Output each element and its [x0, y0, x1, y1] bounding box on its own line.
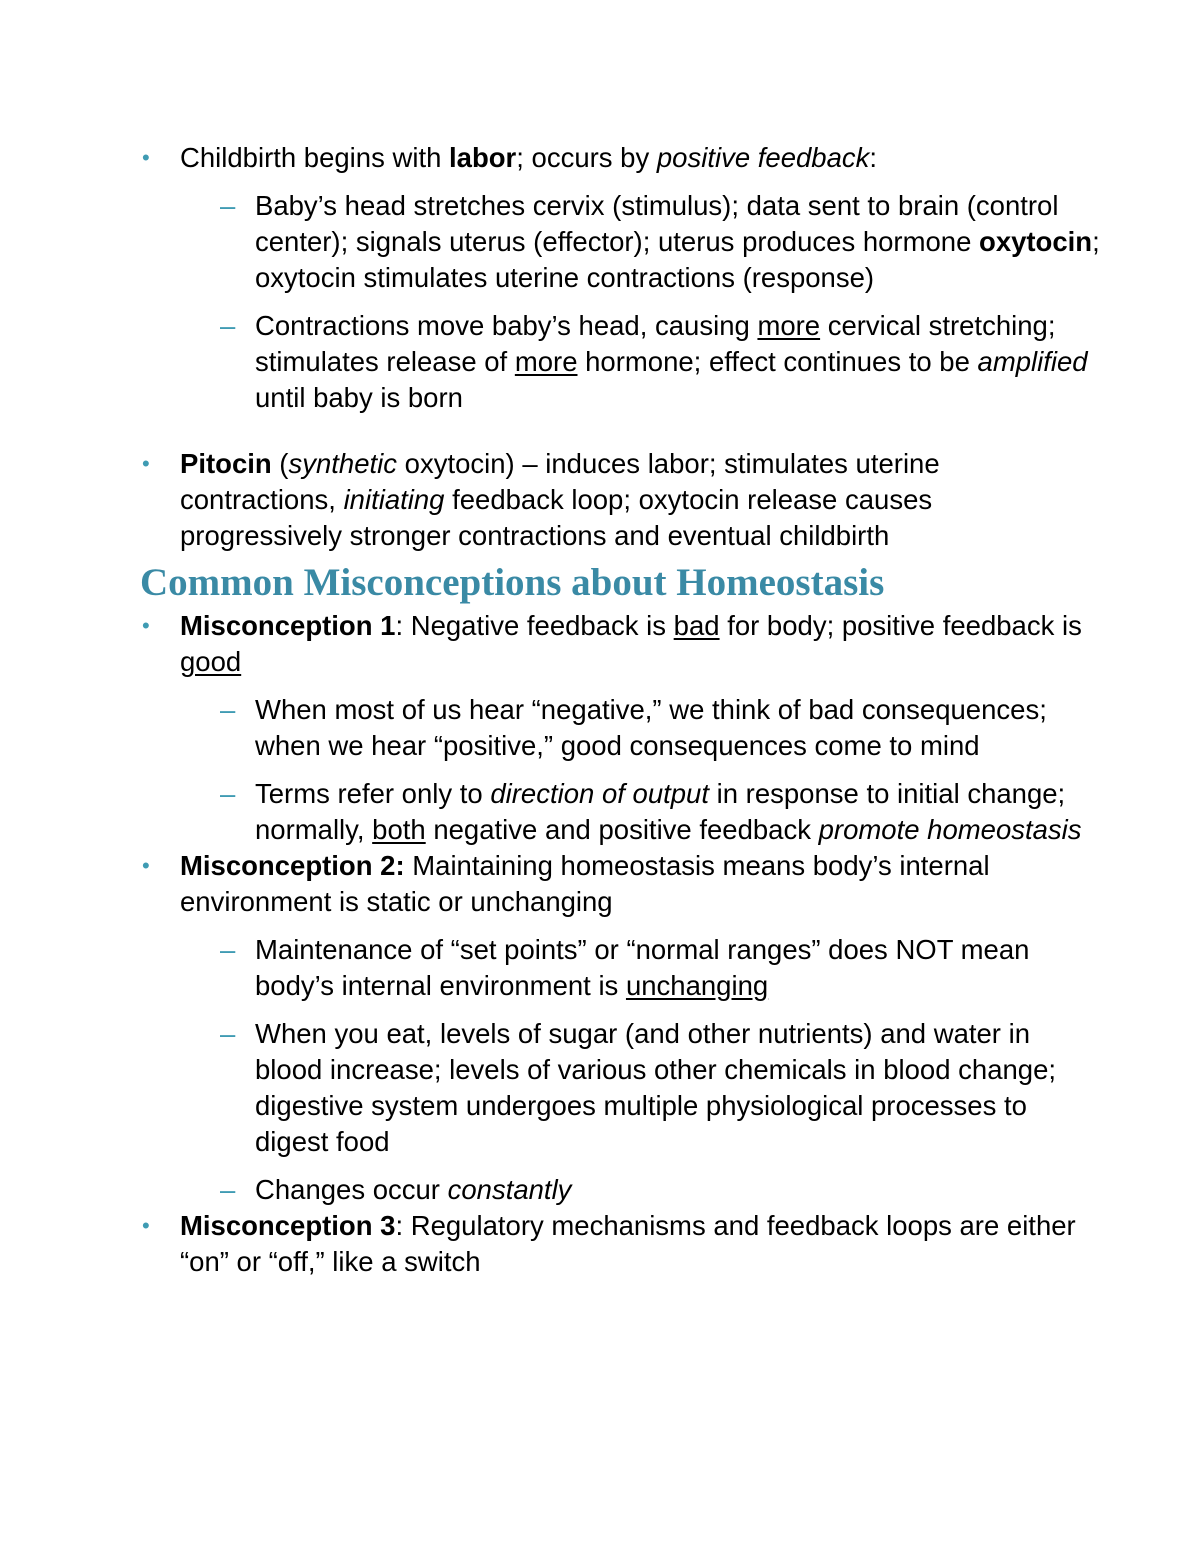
dash-marker: – [220, 778, 236, 809]
dash-marker: – [220, 694, 236, 725]
bullet-marker: • [142, 613, 150, 638]
bullet-marker: • [142, 145, 150, 170]
text-bold: Misconception 3 [180, 1210, 396, 1241]
text-run: in response to initial change; normally, [255, 778, 1066, 845]
text-bold: oxytocin [979, 226, 1093, 257]
bullet-misconception-2 [140, 848, 1100, 920]
subbullet-direction-of-output [140, 776, 1100, 848]
text-run: oxytocin) – induces labor; stimulates uterine contractions, [180, 448, 940, 515]
text-italic: positive feedback [656, 142, 870, 173]
text-underline: more [757, 310, 821, 341]
subbullet-stimulus [140, 188, 1100, 296]
subbullet-changes-constant [140, 1172, 1100, 1208]
text-run: hormone; effect continues to be [577, 346, 978, 377]
text-bold: Pitocin [180, 448, 272, 479]
text-italic: synthetic [288, 448, 398, 479]
text-bold: Misconception 2: [180, 850, 405, 881]
document-content [140, 140, 1100, 1280]
text-run: Terms refer only to [255, 778, 491, 809]
bullet-marker: • [142, 451, 150, 476]
text-run: Childbirth begins with [180, 142, 450, 173]
text-run: ( [271, 448, 289, 479]
text-underline: bad [673, 610, 720, 641]
subbullet-set-points [140, 932, 1100, 1004]
dash-marker: – [220, 190, 236, 221]
bullet-misconception-3 [140, 1208, 1100, 1280]
text-underline: more [514, 346, 578, 377]
text-run: negative and positive feedback [425, 814, 819, 845]
dash-marker: – [220, 310, 236, 341]
text-run: until baby is born [255, 382, 463, 413]
text-run: for body; positive feedback is [719, 610, 1082, 641]
text-run: Contractions move baby’s head, causing [255, 310, 758, 341]
dash-marker: – [220, 934, 236, 965]
text-underline: good [180, 646, 242, 677]
text-bold: labor [449, 142, 517, 173]
text-underline: unchanging [625, 970, 769, 1001]
bullet-misconception-1 [140, 608, 1100, 680]
text-run: Maintenance of “set points” or “normal ranges” does NOT mean body’s internal environment is [255, 934, 1030, 1001]
text-run: When you eat, levels of sugar (and other nutrients) and water in blood increase; levels of various other chemicals in blood change; digestive system undergoes multiple physiological processes to digest food [255, 1018, 1057, 1157]
text-run: : Regulatory mechanisms and feedback loops are either “on” or “off,” like a switch [180, 1210, 1076, 1277]
subbullet-negative-positive [140, 692, 1100, 764]
dash-marker: – [220, 1018, 236, 1049]
text-italic: direction of output [490, 778, 709, 809]
text-run: ; occurs by [516, 142, 657, 173]
text-underline: both [372, 814, 426, 845]
text-run: feedback loop; oxytocin release causes progressively stronger contractions and eventual childbirth [180, 484, 933, 551]
text-italic: constantly [447, 1174, 572, 1205]
subbullet-contractions [140, 308, 1100, 416]
text-run: cervical stretching; stimulates release of [255, 310, 1056, 377]
bullet-pitocin [140, 446, 1100, 554]
text-italic: amplified [977, 346, 1088, 377]
text-run: : Negative feedback is [395, 610, 674, 641]
text-italic: initiating [343, 484, 445, 515]
section-heading: Common Misconceptions about Homeostasis [140, 561, 885, 604]
subbullet-eating [140, 1016, 1100, 1160]
text-run: : [869, 142, 878, 173]
text-run: ; oxytocin stimulates uterine contractions (response) [255, 226, 1100, 293]
text-run: Changes occur [255, 1174, 448, 1205]
bullet-marker: • [142, 853, 150, 878]
text-run: When most of us hear “negative,” we think of bad consequences; when we hear “positive,” good consequences come to mind [255, 694, 1047, 761]
text-run: Maintaining homeostasis means body’s internal environment is static or unchanging [180, 850, 990, 917]
bullet-marker: • [142, 1213, 150, 1238]
text-bold: Misconception 1 [180, 610, 396, 641]
text-italic: promote homeostasis [818, 814, 1082, 845]
text-run: Baby’s head stretches cervix (stimulus); data sent to brain (control center); signals uterus (effector); uterus produces hormone [255, 190, 1059, 257]
dash-marker: – [220, 1174, 236, 1205]
bullet-childbirth [140, 140, 1100, 176]
